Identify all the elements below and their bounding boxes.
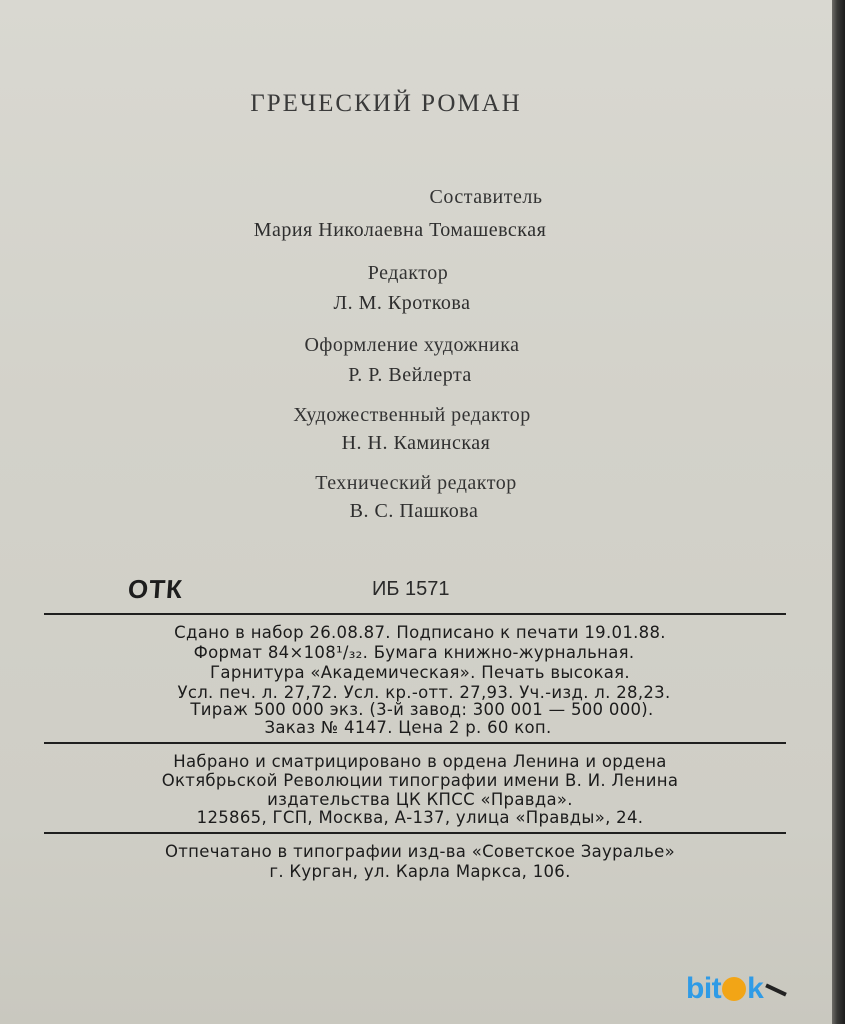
watermark-text: k: [747, 972, 764, 1005]
watermark-text: bit: [686, 972, 722, 1005]
credit-name-art-editor: Н. Н. Каминская: [341, 432, 491, 454]
credit-name-compiler: Мария Николаевна Томашевская: [253, 219, 547, 241]
credit-role-compiler: Составитель: [429, 186, 543, 208]
credit-role-tech-editor: Технический редактор: [315, 472, 517, 494]
printed-by-line: Отпечатано в типографии изд-ва «Советское Зауралье»: [164, 842, 675, 861]
divider-rule: [44, 613, 786, 615]
credit-name-editor: Л. М. Кроткова: [333, 292, 471, 314]
ib-number: ИБ 1571: [372, 578, 450, 600]
coin-icon: [722, 977, 746, 1001]
otk-stamp: ОТК: [126, 574, 185, 604]
dash-icon: [766, 984, 788, 997]
watermark-logo: [686, 972, 787, 1012]
imprint-line: Заказ № 4147. Цена 2 р. 60 коп.: [264, 718, 552, 737]
printer-line: издательства ЦК КПСС «Правда».: [267, 790, 573, 809]
imprint-line: Тираж 500 000 экз. (3-й завод: 300 001 — 500 000).: [190, 700, 654, 719]
printer-line: 125865, ГСП, Москва, А-137, улица «Правды», 24.: [196, 808, 644, 827]
printer-line: Октябрьской Революции типографии имени В. И. Ленина: [161, 771, 679, 790]
credit-role-art-editor: Художественный редактор: [293, 404, 531, 426]
page-shadow-edge: [832, 0, 845, 1024]
book-title: ГРЕЧЕСКИЙ РОМАН: [250, 90, 522, 117]
printer-line: Набрано и сматрицировано в ордена Ленина и ордена: [173, 752, 667, 771]
credit-role-design: Оформление художника: [304, 334, 520, 356]
divider-rule: [44, 832, 786, 834]
credit-name-tech-editor: В. С. Пашкова: [349, 500, 479, 522]
imprint-line: Усл. печ. л. 27,72. Усл. кр.-отт. 27,93. Уч.-изд. л. 28,23.: [177, 683, 671, 702]
printed-by-line: г. Курган, ул. Карла Маркса, 106.: [269, 862, 571, 881]
credit-role-editor: Редактор: [367, 262, 449, 284]
imprint-line: Сдано в набор 26.08.87. Подписано к печати 19.01.88.: [174, 623, 666, 642]
imprint-line: Формат 84×108¹/₃₂. Бумага книжно-журнальная.: [193, 643, 635, 662]
imprint-line: Гарнитура «Академическая». Печать высокая.: [210, 663, 630, 682]
credit-name-design: Р. Р. Вейлерта: [348, 364, 472, 386]
divider-rule: [44, 742, 786, 744]
